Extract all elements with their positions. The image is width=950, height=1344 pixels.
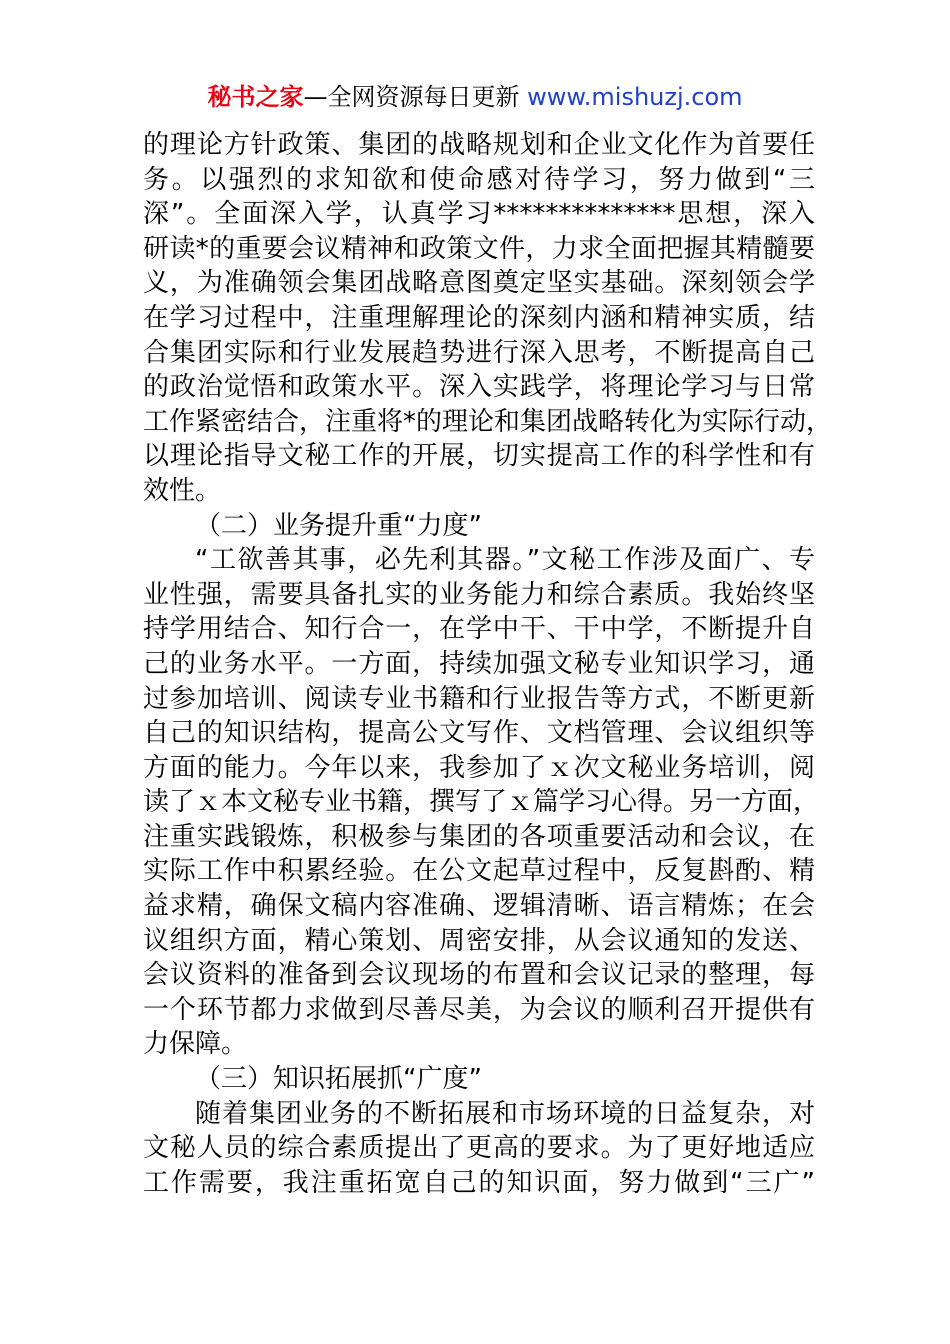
text-line: （三）知识拓展抓“广度” xyxy=(195,1064,482,1095)
text-line: 力保障。 xyxy=(143,1029,248,1060)
text-line: 一个环节都力求做到尽善尽美，为会议的顺利召开提供有 xyxy=(143,994,815,1025)
text-line: 在学习过程中，注重理解理论的深刻内涵和精神实质，结 xyxy=(143,302,815,333)
text-line: 的理论方针政策、集团的战略规划和企业文化作为首要任 xyxy=(143,130,815,160)
text-line: 会议资料的准备到会议现场的布置和会议记录的整理，每 xyxy=(143,960,815,991)
text-line: 工作需要，我注重拓宽自己的知识面，努力做到“三广” xyxy=(143,1167,815,1198)
site-header xyxy=(0,80,950,114)
text-line: 工作紧密结合，注重将*的理论和集团战略转化为实际行动， xyxy=(143,406,833,437)
text-line: 文秘人员的综合素质提出了更高的要求。为了更好地适应 xyxy=(143,1133,815,1164)
text-line: 方面的能力。今年以来，我参加了ｘ次文秘业务培训，阅 xyxy=(143,752,815,783)
text-line: 以理论指导文秘工作的开展，切实提高工作的科学性和有 xyxy=(143,441,815,472)
site-url-link[interactable]: www.mishuzj.com xyxy=(527,83,743,111)
text-line: “工欲善其事，必先利其器。”文秘工作涉及面广、专 xyxy=(195,545,815,576)
text-line: 注重实践锻炼，积极参与集团的各项重要活动和会议，在 xyxy=(143,821,815,852)
text-line: （二）业务提升重“力度” xyxy=(195,510,482,541)
text-line: 自己的知识结构，提高公文写作、文档管理、会议组织等 xyxy=(143,718,815,749)
text-line: 研读*的重要会议精神和政策文件，力求全面把握其精髓要 xyxy=(143,233,815,264)
text-line: 读了ｘ本文秘专业书籍，撰写了ｘ篇学习心得。另一方面， xyxy=(143,787,820,818)
text-line: 议组织方面，精心策划、周密安排，从会议通知的发送、 xyxy=(143,925,815,956)
text-line: 的政治觉悟和政策水平。深入实践学，将理论学习与日常 xyxy=(143,372,815,403)
text-line: 合集团实际和行业发展趋势进行深入思考，不断提高自己 xyxy=(143,337,815,368)
document-body xyxy=(143,128,833,1200)
text-line: 持学用结合、知行合一，在学中干、干中学，不断提升自 xyxy=(143,614,815,645)
text-line: 深”。全面深入学，认真学习**************思想，深入 xyxy=(143,199,815,230)
text-line: 业性强，需要具备扎实的业务能力和综合素质。我始终坚 xyxy=(143,579,815,610)
site-tagline: —全网资源每日更新 xyxy=(303,83,528,111)
text-line: 随着集团业务的不断拓展和市场环境的日益复杂，对 xyxy=(195,1098,815,1129)
text-line: 过参加培训、阅读专业书籍和行业报告等方式，不断更新 xyxy=(143,683,815,714)
text-line: 实际工作中积累经验。在公文起草过程中，反复斟酌、精 xyxy=(143,856,815,887)
text-line: 务。以强烈的求知欲和使命感对待学习，努力做到“三 xyxy=(143,164,815,195)
text-line: 效性。 xyxy=(143,475,222,506)
text-line: 益求精，确保文稿内容准确、逻辑清晰、语言精炼；在会 xyxy=(143,891,815,922)
text-line: 己的业务水平。一方面，持续加强文秘专业知识学习，通 xyxy=(143,648,815,679)
site-brand: 秘书之家 xyxy=(207,83,304,111)
text-line: 义，为准确领会集团战略意图奠定坚实基础。深刻领会学 xyxy=(143,268,815,299)
